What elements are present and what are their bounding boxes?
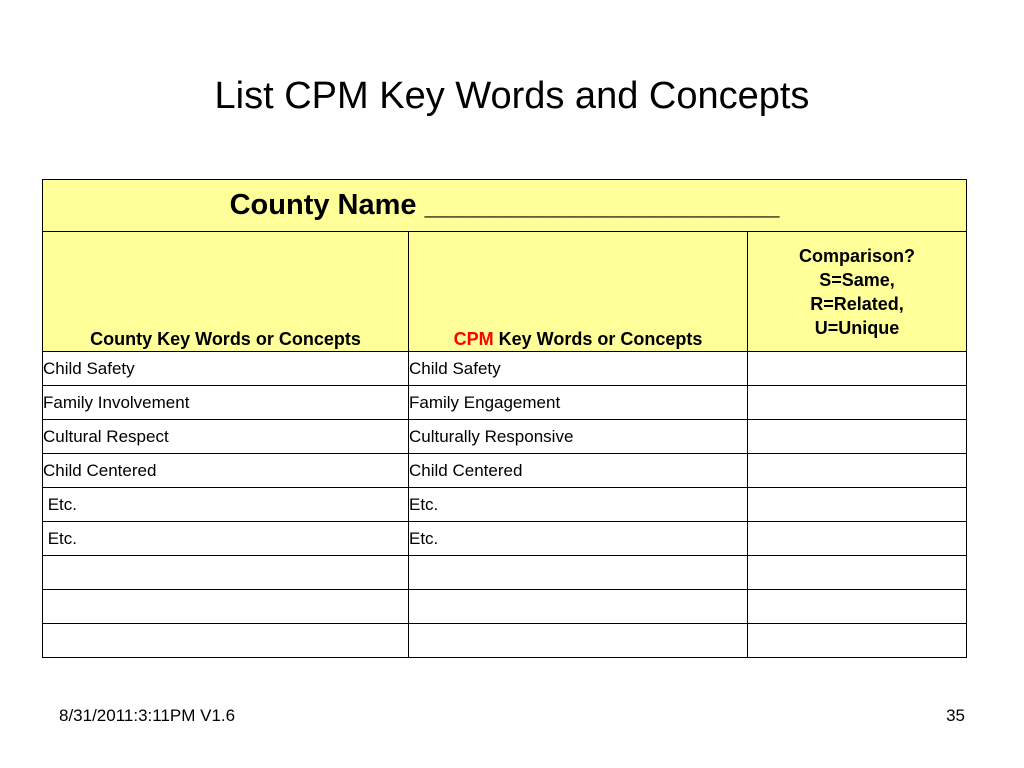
keywords-table	[42, 179, 967, 658]
comparison-cell	[748, 556, 967, 590]
table-row	[43, 488, 967, 522]
comparison-cell	[748, 522, 967, 556]
column-header-row	[43, 232, 967, 352]
table-row	[43, 454, 967, 488]
slide-title: List CPM Key Words and Concepts	[214, 75, 810, 117]
footer-page-number: 35	[946, 706, 965, 725]
table-row	[43, 352, 967, 386]
table-row	[43, 386, 967, 420]
county-keyword-cell	[43, 556, 409, 590]
cpm-keyword-cell	[409, 590, 748, 624]
cpm-keyword-cell: Child Safety	[409, 352, 748, 386]
footer-version-stamp: 8/31/2011:3:11PM V1.6	[59, 706, 236, 725]
comparison-cell	[748, 590, 967, 624]
comparison-cell	[748, 488, 967, 522]
comparison-cell	[748, 420, 967, 454]
comparison-line: R=Related,	[810, 293, 904, 314]
cpm-keyword-cell	[409, 556, 748, 590]
comparison-cell	[748, 386, 967, 420]
header-cpm-rest: Key Words or Concepts	[493, 329, 703, 349]
county-name-blank: ______________________	[424, 189, 780, 221]
county-keyword-cell: Child Centered	[43, 454, 409, 488]
cpm-keyword-cell: Etc.	[409, 488, 748, 522]
cpm-keyword-cell: Child Centered	[409, 454, 748, 488]
cpm-keyword-cell: Etc.	[409, 522, 748, 556]
cpm-keyword-cell: Family Engagement	[409, 386, 748, 420]
county-keyword-cell	[43, 624, 409, 658]
table-row	[43, 420, 967, 454]
header-cpm-keywords	[409, 232, 748, 352]
county-name-label: County Name	[229, 189, 417, 221]
cpm-keyword-cell: Culturally Responsive	[409, 420, 748, 454]
comparison-cell	[748, 352, 967, 386]
county-keyword-cell: Family Involvement	[43, 386, 409, 420]
county-keyword-cell: Etc.	[43, 488, 409, 522]
table-row	[43, 556, 967, 590]
table-row	[43, 624, 967, 658]
county-name-cell	[43, 180, 967, 232]
county-name-row	[43, 180, 967, 232]
comparison-line: U=Unique	[814, 317, 900, 338]
header-comparison	[748, 232, 967, 352]
cpm-keyword-cell	[409, 624, 748, 658]
county-keyword-cell: Cultural Respect	[43, 420, 409, 454]
comparison-cell	[748, 624, 967, 658]
comparison-line: S=Same,	[819, 269, 895, 290]
table-row	[43, 522, 967, 556]
county-keyword-cell	[43, 590, 409, 624]
county-keyword-cell: Child Safety	[43, 352, 409, 386]
comparison-cell	[748, 454, 967, 488]
header-county-keywords: County Key Words or Concepts	[43, 232, 409, 352]
cpm-highlight: CPM	[453, 329, 494, 349]
county-keyword-cell: Etc.	[43, 522, 409, 556]
table-row	[43, 590, 967, 624]
comparison-line: Comparison?	[799, 245, 916, 266]
